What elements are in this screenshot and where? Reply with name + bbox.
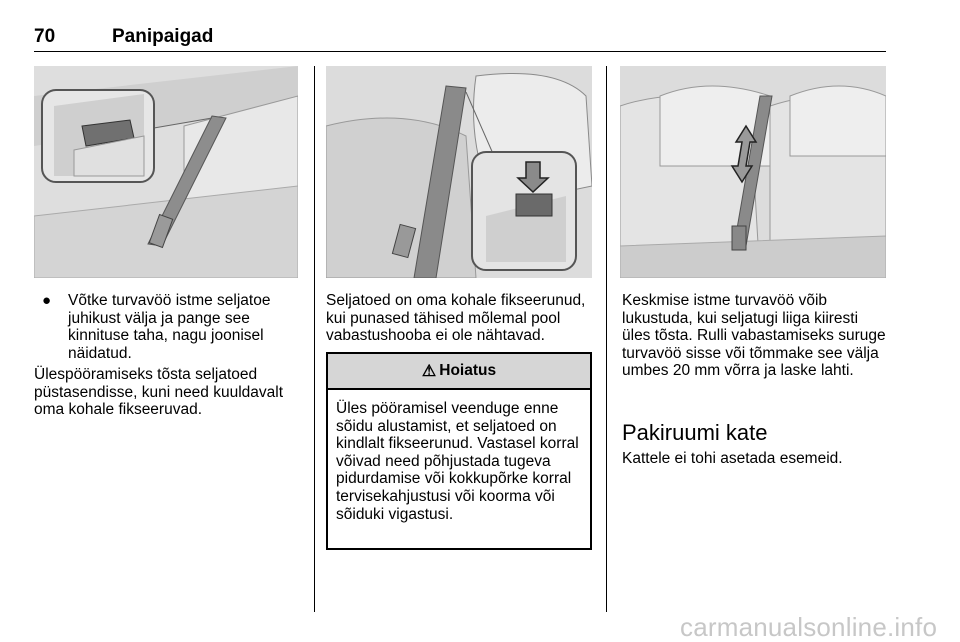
column-divider-2 — [606, 66, 607, 612]
section-heading: Pakiruumi kate — [622, 420, 768, 445]
page-title: Panipaigad — [112, 26, 214, 47]
column3-paragraph: Keskmise istme turvavöö võib lukustuda, kui seljatugi liiga kiiresti üles tõsta. Rulli vabastamiseks suruge turvavöö sisse või tõmmake see välja umbes 20 mm võrra ja laske lahti. — [622, 292, 886, 380]
warning-title: Hoiatus — [439, 362, 497, 379]
warning-box — [326, 352, 592, 550]
page-header — [34, 26, 886, 52]
watermark: carmanualsonline.info — [680, 612, 938, 642]
bullet-dot-icon: ● — [42, 292, 52, 309]
warning-body: Üles pööramisel veenduge enne sõidu alustamist, et seljatoed on kindlalt fikseerunud. Vastasel korral võivad need põhjustada tugeva pidurdamise või kokkupõrke korral tervisekahjustusi või koorma või sõiduki vigastusi. — [336, 400, 579, 523]
release-lever-illustration — [326, 66, 592, 278]
warning-header — [328, 354, 590, 390]
section-paragraph: Kattele ei tohi asetada esemeid. — [622, 450, 843, 467]
seatbelt-guide-illustration — [34, 66, 298, 278]
column2-paragraph: Seljatoed on oma kohale fikseerunud, kui punased tähised mõlemal pool vabastushooba ei ole nähtavad. — [326, 292, 586, 345]
warning-triangle-icon: ⚠ — [421, 363, 437, 380]
column-divider-1 — [314, 66, 315, 612]
column1-paragraph: Ülespööramiseks tõsta seljatoed püstasendisse, kuni need kuuldavalt oma kohale fikseeruvad. — [34, 366, 284, 419]
page-number: 70 — [34, 26, 56, 47]
bullet-text: Võtke turvavöö istme seljatoe juhikust välja ja pange see kinnituse taha, nagu joonisel näidatud. — [68, 292, 271, 362]
middle-seatbelt-illustration — [620, 66, 886, 278]
